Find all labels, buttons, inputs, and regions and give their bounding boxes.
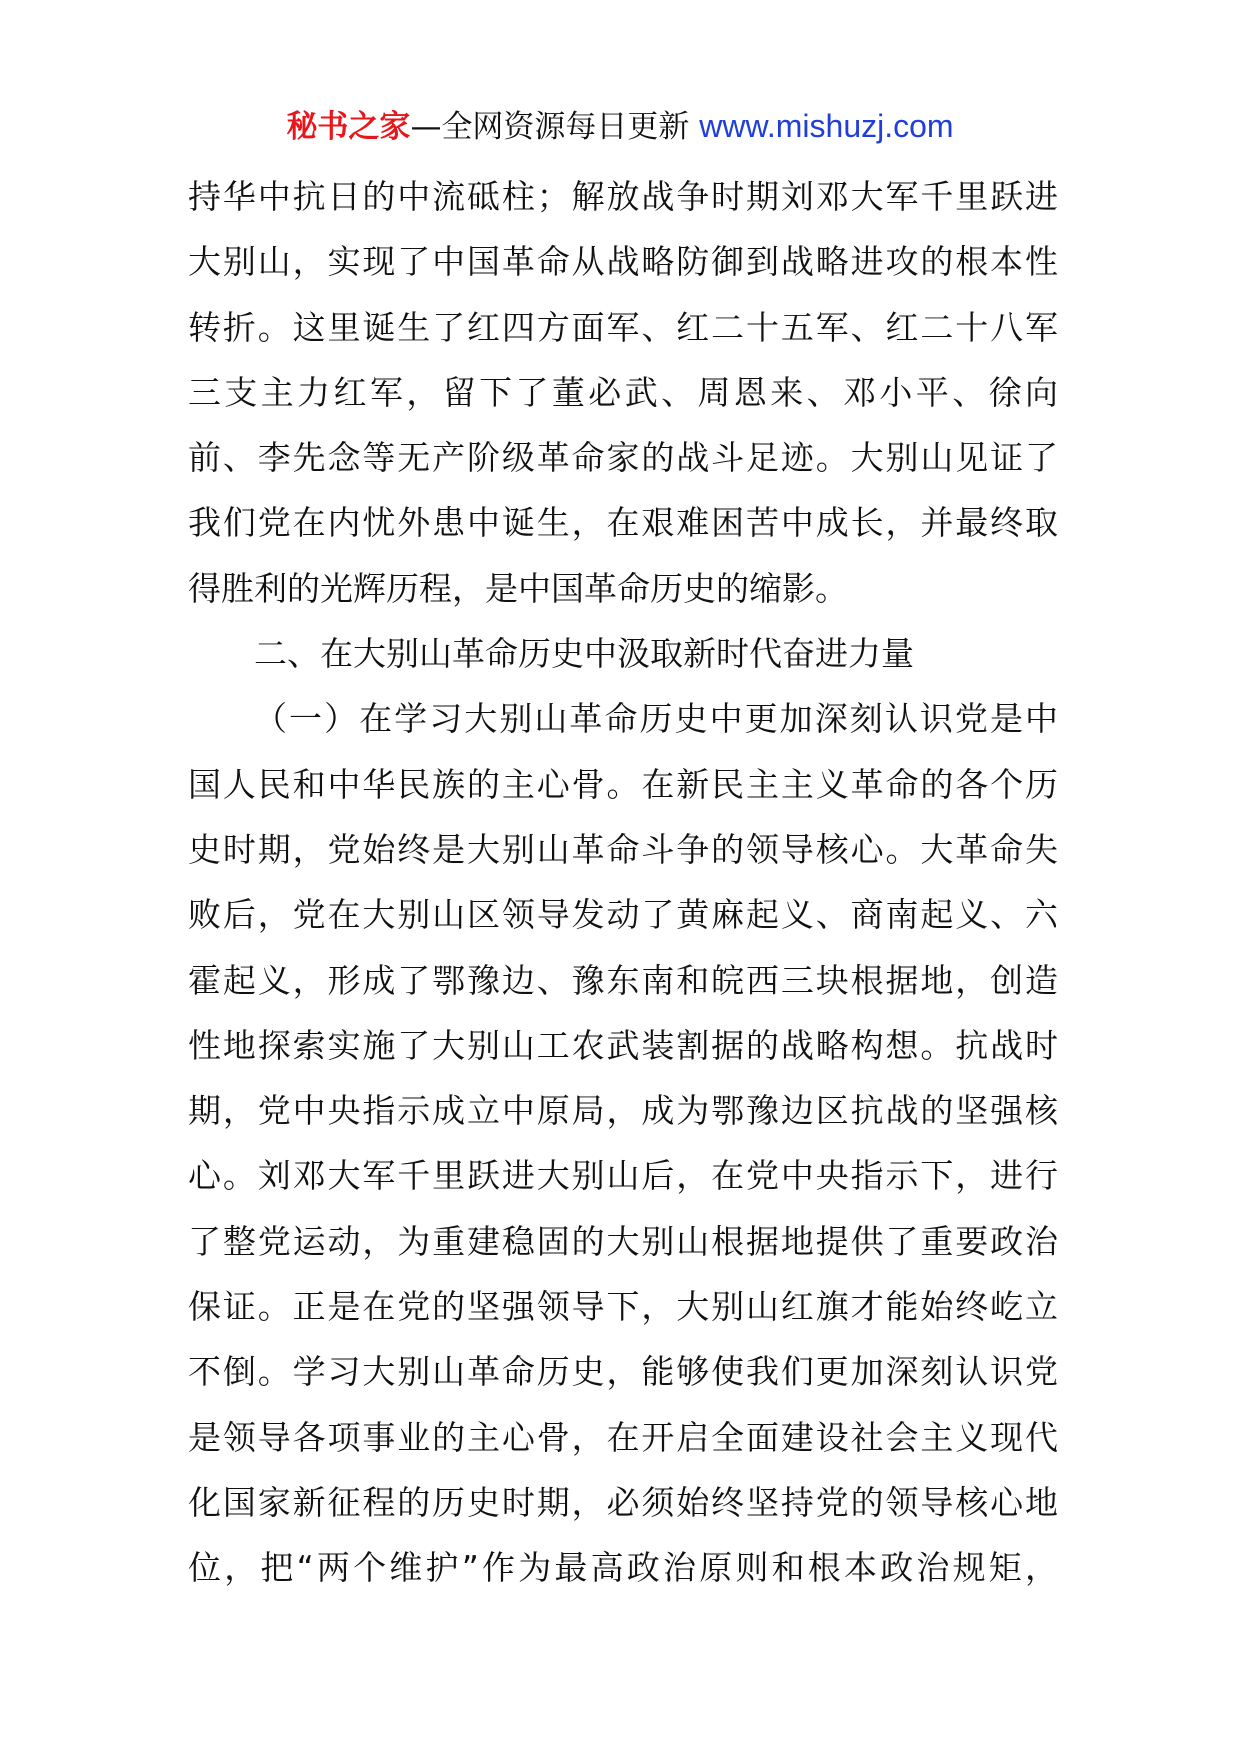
body-line: 国人民和中华民族的主心骨。在新民主主义革命的各个历 xyxy=(188,764,1058,804)
header-slogan: —全网资源每日更新 xyxy=(410,109,690,145)
body-line: 期，党中央指示成立中原局，成为鄂豫边区抗战的坚强核 xyxy=(188,1091,1058,1131)
body-line: 位，把“两个维护”作为最高政治原则和根本政治规矩， xyxy=(188,1548,1058,1588)
body-line: 心。刘邓大军千里跃进大别山后，在党中央指示下，进行 xyxy=(188,1156,1058,1196)
body-line: 是领导各项事业的主心骨，在开启全面建设社会主义现代 xyxy=(188,1417,1058,1457)
body-line: 败后，党在大别山区领导发动了黄麻起义、商南起义、六 xyxy=(188,895,1058,935)
section-heading: 二、在大别山革命历史中汲取新时代奋进力量 xyxy=(254,634,914,674)
document-body xyxy=(188,164,1058,1601)
body-line: 三支主力红军，留下了董必武、周恩来、邓小平、徐向 xyxy=(188,372,1058,412)
body-line: 大别山，实现了中国革命从战略防御到战略进攻的根本性 xyxy=(188,242,1058,282)
body-line: 前、李先念等无产阶级革命家的战斗足迹。大别山见证了 xyxy=(188,438,1058,478)
body-line: 性地探索实施了大别山工农武装割据的战略构想。抗战时 xyxy=(188,1025,1058,1065)
body-line: 转折。这里诞生了红四方面军、红二十五军、红二十八军 xyxy=(188,307,1058,347)
body-line: 持华中抗日的中流砥柱；解放战争时期刘邓大军千里跃进 xyxy=(188,177,1058,216)
body-line: 化国家新征程的历史时期，必须始终坚持党的领导核心地 xyxy=(188,1482,1058,1522)
subsection-heading-line: （一）在学习大别山革命历史中更加深刻认识党是中 xyxy=(254,699,1058,739)
body-line: 我们党在内忧外患中诞生，在艰难困苦中成长，并最终取 xyxy=(188,503,1058,543)
body-line: 了整党运动，为重建稳固的大别山根据地提供了重要政治 xyxy=(188,1221,1058,1261)
body-line: 霍起义，形成了鄂豫边、豫东南和皖西三块根据地，创造 xyxy=(188,960,1058,1000)
body-line: 保证。正是在党的坚强领导下，大别山红旗才能始终屹立 xyxy=(188,1287,1058,1327)
body-line: 得胜利的光辉历程，是中国革命历史的缩影。 xyxy=(188,568,848,608)
page-header xyxy=(0,104,1240,149)
site-url-link[interactable]: www.mishuzj.com xyxy=(699,108,954,144)
body-line: 史时期，党始终是大别山革命斗争的领导核心。大革命失 xyxy=(188,829,1058,869)
brand-name: 秘书之家 xyxy=(286,109,411,145)
body-line: 不倒。学习大别山革命历史，能够使我们更加深刻认识党 xyxy=(188,1352,1058,1392)
